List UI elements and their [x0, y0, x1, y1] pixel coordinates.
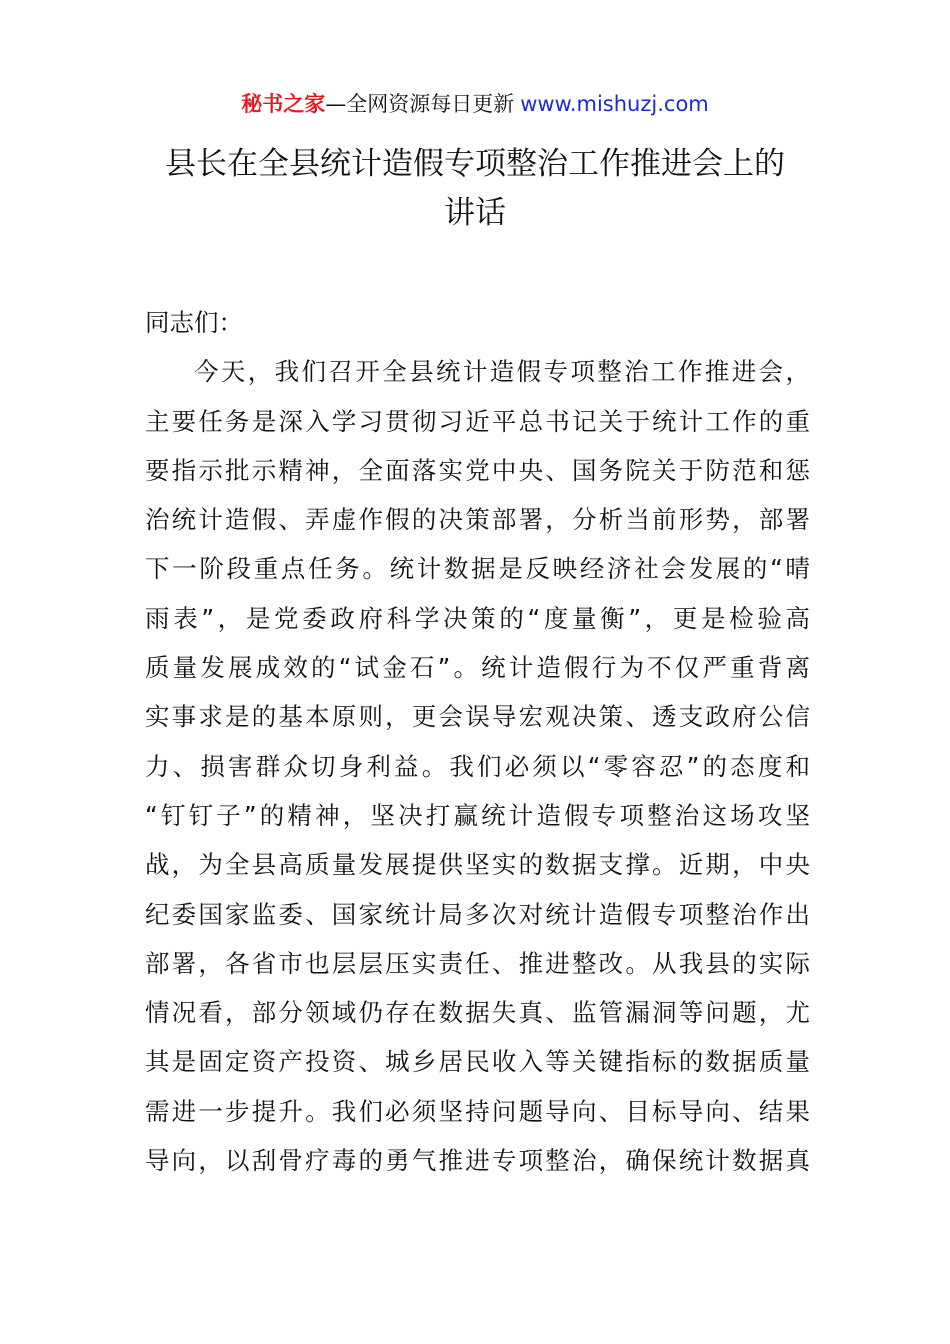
paragraph-line: 今天，我们召开全县统计造假专项整治工作推进会，: [194, 357, 810, 387]
paragraph-line: 其是固定资产投资、城乡居民收入等关键指标的数据质量: [145, 1047, 810, 1077]
document-title: [0, 140, 950, 238]
title-line: 讲话: [444, 195, 506, 231]
paragraph-line: 治统计造假、弄虚作假的决策部署，分析当前形势，部署: [145, 505, 810, 535]
paragraph-line: 战，为全县高质量发展提供坚实的数据支撑。近期，中央: [145, 850, 810, 880]
site-banner: [0, 88, 950, 120]
document-body: [145, 298, 810, 1185]
title-line: 县长在全县统计造假专项整治工作推进会上的: [165, 146, 785, 182]
paragraph-line: 主要任务是深入学习贯彻习近平总书记关于统计工作的重: [145, 406, 810, 436]
paragraph-line: 要指示批示精神，全面落实党中央、国务院关于防范和惩: [145, 455, 810, 485]
site-url-link[interactable]: www.mishuzj.com: [520, 92, 709, 116]
paragraph-line: 下一阶段重点任务。统计数据是反映经济社会发展的“晴: [145, 554, 810, 584]
paragraph-line: 导向，以刮骨疗毒的勇气推进专项整治，确保统计数据真: [145, 1146, 810, 1176]
paragraph-line: 需进一步提升。我们必须坚持问题导向、目标导向、结果: [145, 1096, 810, 1126]
paragraph-line: 力、损害群众切身利益。我们必须以“零容忍”的态度和: [145, 751, 810, 781]
paragraph-line: 质量发展成效的“试金石”。统计造假行为不仅严重背离: [145, 653, 810, 683]
banner-slogan: 全网资源每日更新: [346, 92, 515, 116]
paragraph-line: “钉钉子”的精神，坚决打赢统计造假专项整治这场攻坚: [145, 800, 810, 830]
banner-dash: —: [325, 92, 347, 116]
paragraph-line: 纪委国家监委、国家统计局多次对统计造假专项整治作出: [145, 899, 810, 929]
paragraph-line: 雨表”，是党委政府科学决策的“度量衡”，更是检验高: [145, 603, 810, 633]
brand-name: 秘书之家: [241, 92, 326, 116]
salutation: 同志们：: [145, 308, 243, 337]
paragraph-line: 情况看，部分领域仍存在数据失真、监管漏洞等问题，尤: [145, 998, 810, 1028]
paragraph-line: 部署，各省市也层层压实责任、推进整改。从我县的实际: [145, 948, 810, 978]
paragraph-line: 实事求是的基本原则，更会误导宏观决策、透支政府公信: [145, 702, 810, 732]
